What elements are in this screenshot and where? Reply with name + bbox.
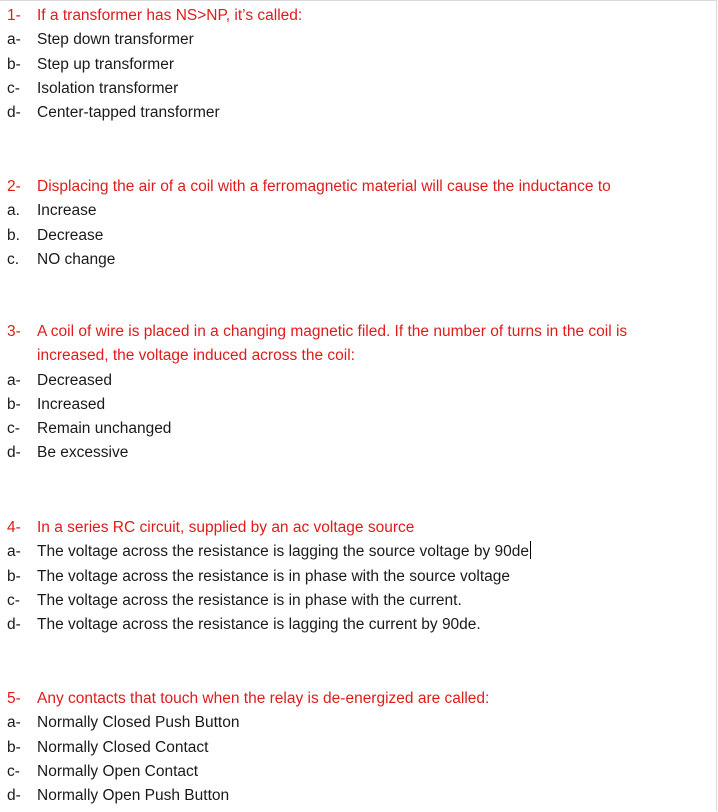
option-text: Decreased — [37, 371, 112, 389]
option-text: The voltage across the resistance is lagging the current by 90de. — [37, 616, 481, 634]
option-marker: a- — [7, 31, 21, 49]
text-cursor — [530, 541, 531, 559]
question-number: 5- — [7, 690, 21, 707]
question-text: Any contacts that touch when the relay is de-energized are called: — [37, 690, 490, 707]
option-1c — [0, 77, 700, 101]
question-number: 4- — [7, 519, 21, 536]
option-4a — [0, 540, 700, 564]
option-3b — [0, 393, 700, 417]
option-text: Isolation transformer — [37, 79, 179, 97]
option-marker: a- — [7, 714, 21, 732]
option-marker: a. — [7, 202, 20, 220]
option-4c — [0, 589, 700, 613]
option-marker: c- — [7, 591, 20, 609]
option-marker: d- — [7, 787, 21, 805]
question-block-1 — [0, 4, 700, 125]
option-text: NO change — [37, 250, 116, 268]
option-marker: d- — [7, 104, 21, 122]
option-marker: a- — [7, 371, 21, 389]
option-3a — [0, 369, 700, 393]
option-text: The voltage across the resistance is in phase with the source voltage — [37, 567, 511, 585]
option-marker: c- — [7, 79, 20, 97]
option-text: Remain unchanged — [37, 420, 172, 438]
option-text: Center-tapped transformer — [37, 104, 220, 122]
option-text: Decrease — [37, 226, 104, 244]
option-text: The voltage across the resistance is in phase with the current. — [37, 591, 462, 609]
option-5c — [0, 760, 700, 784]
option-text: Step down transformer — [37, 31, 194, 49]
question-5 — [0, 687, 700, 711]
option-marker: d- — [7, 444, 21, 462]
option-5d — [0, 784, 700, 808]
question-text: A coil of wire is placed in a changing magnetic filed. If the number of turns in the coil is increased, the voltage induced across the coil: — [37, 323, 628, 365]
option-text: Increase — [37, 202, 97, 220]
option-marker: b- — [7, 567, 21, 585]
option-text: Normally Closed Push Button — [37, 714, 240, 732]
option-3d — [0, 441, 700, 465]
question-number: 2- — [7, 178, 21, 195]
question-block-3 — [0, 320, 700, 466]
question-2 — [0, 175, 700, 199]
option-marker: b- — [7, 395, 21, 413]
option-3c — [0, 417, 700, 441]
option-text: Step up transformer — [37, 55, 174, 73]
option-text: Increased — [37, 395, 106, 413]
option-marker: c- — [7, 420, 20, 438]
option-1a — [0, 28, 700, 52]
question-block-2 — [0, 175, 700, 272]
question-text: If a transformer has NS>NP, it’s called: — [37, 7, 303, 24]
question-block-5 — [0, 687, 700, 808]
option-marker: c- — [7, 762, 20, 780]
option-2c — [0, 248, 700, 272]
question-1 — [0, 4, 700, 28]
question-block-4 — [0, 516, 700, 637]
option-text: Normally Closed Contact — [37, 738, 209, 756]
option-text: Be excessive — [37, 444, 129, 462]
question-text: Displacing the air of a coil with a ferromagnetic material will cause the inductance to — [37, 178, 611, 195]
option-2b — [0, 224, 700, 248]
option-5b — [0, 736, 700, 760]
option-marker: c. — [7, 250, 20, 268]
option-marker: b- — [7, 55, 21, 73]
option-marker: a- — [7, 543, 21, 561]
option-text-with-caret[interactable] — [37, 540, 700, 564]
option-1b — [0, 53, 700, 77]
question-3 — [0, 320, 700, 369]
question-number: 3- — [7, 323, 21, 340]
option-marker: b. — [7, 226, 20, 244]
option-1d — [0, 101, 700, 125]
option-text: The voltage across the resistance is lagging the source voltage by 90de — [37, 543, 529, 561]
option-marker: b- — [7, 738, 21, 756]
question-number: 1- — [7, 7, 21, 24]
question-4 — [0, 516, 700, 540]
option-text: Normally Open Contact — [37, 762, 199, 780]
option-2a — [0, 199, 700, 223]
option-4d — [0, 613, 700, 637]
option-5a — [0, 711, 700, 735]
question-text: In a series RC circuit, supplied by an ac voltage source — [37, 519, 415, 536]
option-text: Normally Open Push Button — [37, 787, 230, 805]
option-marker: d- — [7, 616, 21, 634]
option-4b — [0, 565, 700, 589]
